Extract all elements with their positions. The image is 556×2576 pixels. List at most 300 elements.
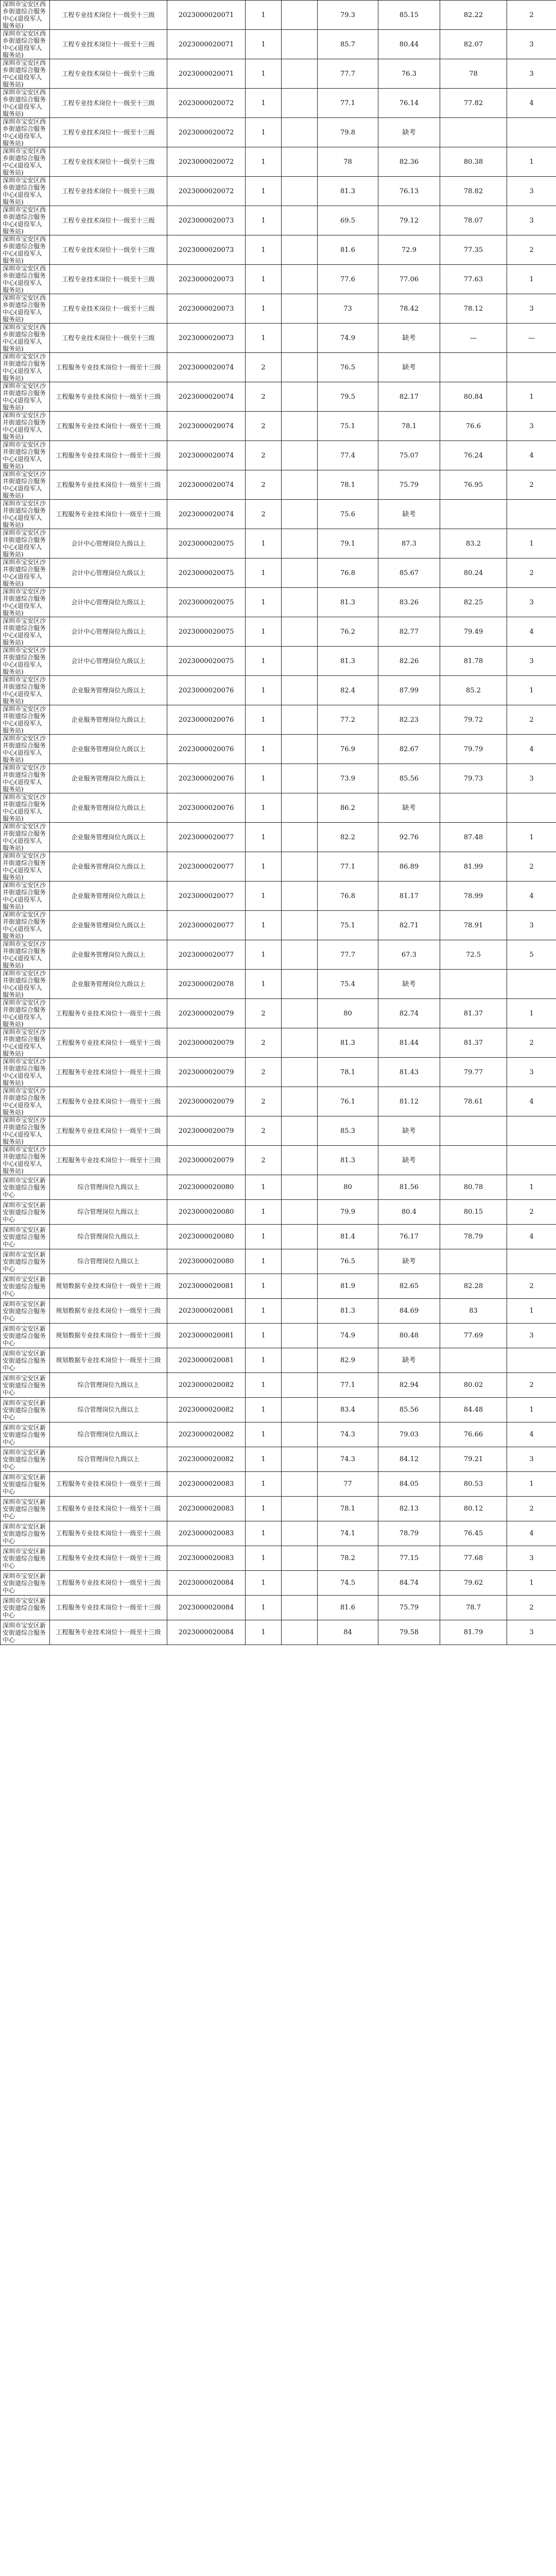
position-cell: 综合管理岗位九级以上 — [50, 1225, 167, 1249]
interview-score-cell: 82.65 — [378, 1274, 440, 1299]
table-row — [1, 177, 556, 206]
blank-cell — [282, 705, 318, 735]
position-code-cell: 2023000020082 — [167, 1373, 246, 1398]
interview-score-cell: 80.48 — [378, 1324, 440, 1348]
quota-cell: 2 — [246, 1058, 282, 1087]
position-cell: 企业服务管理岗位九级以上 — [50, 852, 167, 882]
unit-cell: 深圳市宝安区沙井街道综合服务中心(退役军人服务站) — [1, 412, 50, 441]
blank-cell — [282, 1058, 318, 1087]
interview-score-cell: 82.23 — [378, 705, 440, 735]
interview-score-cell: 75.07 — [378, 441, 440, 470]
interview-score-cell: 79.12 — [378, 206, 440, 235]
quota-cell: 2 — [246, 1116, 282, 1146]
position-code-cell: 2023000020071 — [167, 59, 246, 89]
position-cell: 工程专业技术岗位十一级至十三级 — [50, 177, 167, 206]
total-score-cell: 80.78 — [440, 1175, 507, 1200]
blank-cell — [282, 177, 318, 206]
table-row — [1, 647, 556, 676]
total-score-cell: — — [440, 324, 507, 353]
position-cell: 工程服务专业技术岗位十一级至十三级 — [50, 353, 167, 382]
table-row — [1, 1087, 556, 1116]
blank-cell — [282, 30, 318, 59]
position-code-cell: 2023000020072 — [167, 177, 246, 206]
position-code-cell: 2023000020081 — [167, 1324, 246, 1348]
table-row — [1, 1497, 556, 1521]
quota-cell: 2 — [246, 999, 282, 1028]
interview-score-cell: 76.13 — [378, 177, 440, 206]
total-score-cell: 76.66 — [440, 1422, 507, 1447]
position-cell: 工程专业技术岗位十一级至十三级 — [50, 235, 167, 265]
written-score-cell: 76.9 — [318, 735, 378, 764]
total-score-cell: 78.7 — [440, 1596, 507, 1620]
total-score-cell: 81.37 — [440, 999, 507, 1028]
total-score-cell: 80.38 — [440, 147, 507, 177]
table-row — [1, 1422, 556, 1447]
position-code-cell: 2023000020080 — [167, 1175, 246, 1200]
table-row — [1, 1225, 556, 1249]
interview-score-cell: 81.44 — [378, 1028, 440, 1058]
blank-cell — [282, 1373, 318, 1398]
blank-cell — [282, 382, 318, 412]
blank-cell — [282, 1116, 318, 1146]
written-score-cell: 82.9 — [318, 1348, 378, 1373]
interview-score-cell: 缺考 — [378, 500, 440, 529]
position-code-cell: 2023000020084 — [167, 1596, 246, 1620]
position-cell: 企业服务管理岗位九级以上 — [50, 970, 167, 999]
position-code-cell: 2023000020080 — [167, 1200, 246, 1225]
position-code-cell: 2023000020074 — [167, 470, 246, 500]
table-row — [1, 1324, 556, 1348]
unit-cell: 深圳市宝安区新安街道综合服务中心 — [1, 1373, 50, 1398]
position-code-cell: 2023000020084 — [167, 1571, 246, 1596]
position-code-cell: 2023000020075 — [167, 588, 246, 617]
rank-cell: 3 — [507, 1546, 556, 1571]
position-cell: 工程专业技术岗位十一级至十三级 — [50, 1, 167, 30]
position-cell: 综合管理岗位九级以上 — [50, 1398, 167, 1422]
blank-cell — [282, 412, 318, 441]
rank-cell: 1 — [507, 529, 556, 558]
written-score-cell: 74.9 — [318, 1324, 378, 1348]
written-score-cell: 81.9 — [318, 1274, 378, 1299]
written-score-cell: 78.1 — [318, 1058, 378, 1087]
table-row — [1, 89, 556, 118]
unit-cell: 深圳市宝安区沙井街道综合服务中心(退役军人服务站) — [1, 764, 50, 793]
quota-cell: 1 — [246, 882, 282, 911]
unit-cell: 深圳市宝安区新安街道综合服务中心 — [1, 1225, 50, 1249]
unit-cell: 深圳市宝安区沙井街道综合服务中心(退役军人服务站) — [1, 1087, 50, 1116]
interview-score-cell: 缺考 — [378, 118, 440, 147]
total-score-cell — [440, 1249, 507, 1274]
quota-cell: 1 — [246, 617, 282, 647]
written-score-cell: 76.8 — [318, 558, 378, 588]
table-row — [1, 382, 556, 412]
position-cell: 综合管理岗位九级以上 — [50, 1200, 167, 1225]
position-cell: 企业服务管理岗位九级以上 — [50, 823, 167, 852]
total-score-cell: 84.48 — [440, 1398, 507, 1422]
rank-cell — [507, 1116, 556, 1146]
interview-score-cell: 缺考 — [378, 1249, 440, 1274]
total-score-cell: 80.84 — [440, 382, 507, 412]
position-cell: 工程专业技术岗位十一级至十三级 — [50, 89, 167, 118]
position-cell: 工程专业技术岗位十一级至十三级 — [50, 118, 167, 147]
written-score-cell: 77.7 — [318, 940, 378, 970]
rank-cell: 1 — [507, 1398, 556, 1422]
rank-cell — [507, 793, 556, 823]
quota-cell: 1 — [246, 30, 282, 59]
interview-score-cell: 76.14 — [378, 89, 440, 118]
written-score-cell: 82.2 — [318, 823, 378, 852]
written-score-cell: 78.1 — [318, 470, 378, 500]
table-row — [1, 118, 556, 147]
position-code-cell: 2023000020072 — [167, 89, 246, 118]
table-row — [1, 206, 556, 235]
blank-cell — [282, 1447, 318, 1472]
interview-score-cell: 84.74 — [378, 1571, 440, 1596]
written-score-cell: 75.4 — [318, 970, 378, 999]
rank-cell: 1 — [507, 147, 556, 177]
unit-cell: 深圳市宝安区西乡街道综合服务中心(退役军人服务站) — [1, 118, 50, 147]
unit-cell: 深圳市宝安区沙井街道综合服务中心(退役军人服务站) — [1, 558, 50, 588]
position-code-cell: 2023000020071 — [167, 30, 246, 59]
unit-cell: 深圳市宝安区沙井街道综合服务中心(退役军人服务站) — [1, 588, 50, 617]
blank-cell — [282, 89, 318, 118]
position-cell: 综合管理岗位九级以上 — [50, 1373, 167, 1398]
position-cell: 企业服务管理岗位九级以上 — [50, 735, 167, 764]
interview-score-cell: 84.69 — [378, 1299, 440, 1324]
interview-score-cell: 84.12 — [378, 1447, 440, 1472]
quota-cell: 1 — [246, 793, 282, 823]
written-score-cell: 81.4 — [318, 1225, 378, 1249]
rank-cell: 2 — [507, 1274, 556, 1299]
table-row — [1, 441, 556, 470]
written-score-cell: 77.1 — [318, 852, 378, 882]
blank-cell — [282, 558, 318, 588]
rank-cell: 2 — [507, 558, 556, 588]
table-row — [1, 735, 556, 764]
position-cell: 工程服务专业技术岗位十一级至十三级 — [50, 1497, 167, 1521]
rank-cell: 3 — [507, 294, 556, 324]
written-score-cell: 77.2 — [318, 705, 378, 735]
table-row — [1, 1, 556, 30]
position-cell: 工程服务专业技术岗位十一级至十三级 — [50, 1596, 167, 1620]
quota-cell: 1 — [246, 1, 282, 30]
blank-cell — [282, 676, 318, 705]
blank-cell — [282, 647, 318, 676]
unit-cell: 深圳市宝安区西乡街道综合服务中心(退役军人服务站) — [1, 265, 50, 294]
rank-cell: 3 — [507, 177, 556, 206]
written-score-cell: 80 — [318, 999, 378, 1028]
position-code-cell: 2023000020079 — [167, 1028, 246, 1058]
position-code-cell: 2023000020077 — [167, 882, 246, 911]
unit-cell: 深圳市宝安区沙井街道综合服务中心(退役军人服务站) — [1, 1028, 50, 1058]
rank-cell: 2 — [507, 1, 556, 30]
quota-cell: 1 — [246, 1200, 282, 1225]
position-cell: 综合管理岗位九级以上 — [50, 1422, 167, 1447]
rank-cell: 2 — [507, 1028, 556, 1058]
written-score-cell: 84 — [318, 1620, 378, 1645]
rank-cell: 2 — [507, 1497, 556, 1521]
table-body — [1, 1, 556, 1645]
position-cell: 会计中心管理岗位九级以上 — [50, 588, 167, 617]
table-row — [1, 1521, 556, 1546]
unit-cell: 深圳市宝安区沙井街道综合服务中心(退役军人服务站) — [1, 647, 50, 676]
rank-cell: 1 — [507, 676, 556, 705]
written-score-cell: 79.8 — [318, 118, 378, 147]
interview-score-cell: 78.1 — [378, 412, 440, 441]
position-code-cell: 2023000020078 — [167, 970, 246, 999]
written-score-cell: 78.1 — [318, 1497, 378, 1521]
blank-cell — [282, 793, 318, 823]
position-code-cell: 2023000020074 — [167, 412, 246, 441]
quota-cell: 1 — [246, 1620, 282, 1645]
interview-score-cell: 78.79 — [378, 1521, 440, 1546]
unit-cell: 深圳市宝安区西乡街道综合服务中心(退役军人服务站) — [1, 177, 50, 206]
written-score-cell: 77.6 — [318, 265, 378, 294]
total-score-cell: 77.68 — [440, 1546, 507, 1571]
rank-cell: 3 — [507, 1324, 556, 1348]
rank-cell — [507, 500, 556, 529]
quota-cell: 1 — [246, 235, 282, 265]
total-score-cell: 80.24 — [440, 558, 507, 588]
table-row — [1, 1348, 556, 1373]
position-code-cell: 2023000020077 — [167, 911, 246, 940]
blank-cell — [282, 1028, 318, 1058]
unit-cell: 深圳市宝安区西乡街道综合服务中心(退役军人服务站) — [1, 235, 50, 265]
quota-cell: 1 — [246, 1249, 282, 1274]
interview-score-cell: 85.15 — [378, 1, 440, 30]
unit-cell: 深圳市宝安区沙井街道综合服务中心(退役军人服务站) — [1, 705, 50, 735]
blank-cell — [282, 1497, 318, 1521]
total-score-cell: 81.37 — [440, 1028, 507, 1058]
written-score-cell: 81.6 — [318, 1596, 378, 1620]
unit-cell: 深圳市宝安区沙井街道综合服务中心(退役军人服务站) — [1, 676, 50, 705]
position-code-cell: 2023000020083 — [167, 1546, 246, 1571]
unit-cell: 深圳市宝安区沙井街道综合服务中心(退役军人服务站) — [1, 382, 50, 412]
position-cell: 工程专业技术岗位十一级至十三级 — [50, 59, 167, 89]
quota-cell: 2 — [246, 412, 282, 441]
rank-cell: 2 — [507, 705, 556, 735]
interview-score-cell: 72.9 — [378, 235, 440, 265]
total-score-cell: 77.69 — [440, 1324, 507, 1348]
position-cell: 会计中心管理岗位九级以上 — [50, 558, 167, 588]
written-score-cell: 81.6 — [318, 235, 378, 265]
table-row — [1, 1116, 556, 1146]
unit-cell: 深圳市宝安区新安街道综合服务中心 — [1, 1398, 50, 1422]
position-cell: 规划数据专业技术岗位十一级至十三级 — [50, 1348, 167, 1373]
position-code-cell: 2023000020082 — [167, 1398, 246, 1422]
quota-cell: 1 — [246, 705, 282, 735]
position-code-cell: 2023000020074 — [167, 382, 246, 412]
unit-cell: 深圳市宝安区新安街道综合服务中心 — [1, 1596, 50, 1620]
table-row — [1, 1175, 556, 1200]
rank-cell: 1 — [507, 1472, 556, 1497]
quota-cell: 1 — [246, 1571, 282, 1596]
quota-cell: 1 — [246, 1348, 282, 1373]
position-code-cell: 2023000020082 — [167, 1447, 246, 1472]
position-code-cell: 2023000020071 — [167, 1, 246, 30]
unit-cell: 深圳市宝安区沙井街道综合服务中心(退役军人服务站) — [1, 529, 50, 558]
interview-score-cell: 82.26 — [378, 647, 440, 676]
table-row — [1, 529, 556, 558]
rank-cell: 1 — [507, 1571, 556, 1596]
written-score-cell: 75.6 — [318, 500, 378, 529]
total-score-cell: 76.24 — [440, 441, 507, 470]
position-cell: 规划数据专业技术岗位十一级至十三级 — [50, 1324, 167, 1348]
total-score-cell: 79.49 — [440, 617, 507, 647]
unit-cell: 深圳市宝安区沙井街道综合服务中心(退役军人服务站) — [1, 353, 50, 382]
written-score-cell: 77.7 — [318, 59, 378, 89]
position-code-cell: 2023000020081 — [167, 1274, 246, 1299]
blank-cell — [282, 1571, 318, 1596]
unit-cell: 深圳市宝安区新安街道综合服务中心 — [1, 1472, 50, 1497]
position-cell: 企业服务管理岗位九级以上 — [50, 940, 167, 970]
position-cell: 工程服务专业技术岗位十一级至十三级 — [50, 1058, 167, 1087]
quota-cell: 1 — [246, 970, 282, 999]
position-cell: 工程专业技术岗位十一级至十三级 — [50, 30, 167, 59]
blank-cell — [282, 353, 318, 382]
blank-cell — [282, 59, 318, 89]
table-row — [1, 911, 556, 940]
written-score-cell: 77.1 — [318, 89, 378, 118]
position-code-cell: 2023000020075 — [167, 529, 246, 558]
written-score-cell: 85.3 — [318, 1116, 378, 1146]
interview-score-cell: 缺考 — [378, 324, 440, 353]
interview-score-cell: 75.79 — [378, 470, 440, 500]
table-row — [1, 1447, 556, 1472]
table-row — [1, 1546, 556, 1571]
quota-cell: 1 — [246, 529, 282, 558]
position-cell: 工程服务专业技术岗位十一级至十三级 — [50, 412, 167, 441]
quota-cell: 1 — [246, 1596, 282, 1620]
unit-cell: 深圳市宝安区新安街道综合服务中心 — [1, 1175, 50, 1200]
position-code-cell: 2023000020079 — [167, 1146, 246, 1175]
total-score-cell — [440, 793, 507, 823]
rank-cell: 1 — [507, 1175, 556, 1200]
rank-cell: 4 — [507, 617, 556, 647]
position-code-cell: 2023000020077 — [167, 852, 246, 882]
blank-cell — [282, 206, 318, 235]
quota-cell: 2 — [246, 1146, 282, 1175]
rank-cell: 4 — [507, 1422, 556, 1447]
blank-cell — [282, 1422, 318, 1447]
position-cell: 企业服务管理岗位九级以上 — [50, 911, 167, 940]
position-cell: 工程专业技术岗位十一级至十三级 — [50, 324, 167, 353]
total-score-cell: 80.53 — [440, 1472, 507, 1497]
total-score-cell — [440, 1348, 507, 1373]
unit-cell: 深圳市宝安区西乡街道综合服务中心(退役军人服务站) — [1, 206, 50, 235]
interview-score-cell: 85.56 — [378, 1398, 440, 1422]
blank-cell — [282, 882, 318, 911]
total-score-cell: 79.77 — [440, 1058, 507, 1087]
blank-cell — [282, 294, 318, 324]
rank-cell: 2 — [507, 235, 556, 265]
rank-cell: 3 — [507, 911, 556, 940]
unit-cell: 深圳市宝安区新安街道综合服务中心 — [1, 1521, 50, 1546]
interview-score-cell: 缺考 — [378, 353, 440, 382]
blank-cell — [282, 500, 318, 529]
written-score-cell: 79.1 — [318, 529, 378, 558]
interview-score-cell: 缺考 — [378, 1146, 440, 1175]
total-score-cell: 79.21 — [440, 1447, 507, 1472]
position-cell: 工程服务专业技术岗位十一级至十三级 — [50, 1087, 167, 1116]
total-score-cell: 78.61 — [440, 1087, 507, 1116]
table-row — [1, 823, 556, 852]
rank-cell — [507, 353, 556, 382]
unit-cell: 深圳市宝安区沙井街道综合服务中心(退役军人服务站) — [1, 793, 50, 823]
blank-cell — [282, 265, 318, 294]
written-score-cell: 76.2 — [318, 617, 378, 647]
written-score-cell: 82.4 — [318, 676, 378, 705]
table-row — [1, 1398, 556, 1422]
total-score-cell: 76.6 — [440, 412, 507, 441]
written-score-cell: 78 — [318, 147, 378, 177]
written-score-cell: 75.1 — [318, 412, 378, 441]
interview-score-cell: 92.76 — [378, 823, 440, 852]
rank-cell: 4 — [507, 89, 556, 118]
unit-cell: 深圳市宝安区西乡街道综合服务中心(退役军人服务站) — [1, 30, 50, 59]
rank-cell: 4 — [507, 882, 556, 911]
unit-cell: 深圳市宝安区新安街道综合服务中心 — [1, 1200, 50, 1225]
total-score-cell — [440, 353, 507, 382]
total-score-cell — [440, 118, 507, 147]
position-code-cell: 2023000020083 — [167, 1497, 246, 1521]
position-code-cell: 2023000020082 — [167, 1422, 246, 1447]
unit-cell: 深圳市宝安区沙井街道综合服务中心(退役军人服务站) — [1, 1058, 50, 1087]
blank-cell — [282, 1200, 318, 1225]
blank-cell — [282, 617, 318, 647]
unit-cell: 深圳市宝安区沙井街道综合服务中心(退役军人服务站) — [1, 882, 50, 911]
interview-score-cell: 77.06 — [378, 265, 440, 294]
written-score-cell: 81.3 — [318, 588, 378, 617]
rank-cell: 2 — [507, 1200, 556, 1225]
position-cell: 企业服务管理岗位九级以上 — [50, 676, 167, 705]
table-row — [1, 265, 556, 294]
table-row — [1, 412, 556, 441]
interview-score-cell: 82.17 — [378, 382, 440, 412]
blank-cell — [282, 1274, 318, 1299]
rank-cell: 3 — [507, 30, 556, 59]
unit-cell: 深圳市宝安区新安街道综合服务中心 — [1, 1274, 50, 1299]
unit-cell: 深圳市宝安区沙井街道综合服务中心(退役军人服务站) — [1, 470, 50, 500]
table-row — [1, 59, 556, 89]
unit-cell: 深圳市宝安区新安街道综合服务中心 — [1, 1324, 50, 1348]
total-score-cell: 79.73 — [440, 764, 507, 793]
rank-cell: — — [507, 324, 556, 353]
position-code-cell: 2023000020077 — [167, 823, 246, 852]
interview-score-cell: 81.17 — [378, 882, 440, 911]
rank-cell: 2 — [507, 470, 556, 500]
position-cell: 工程服务专业技术岗位十一级至十三级 — [50, 1116, 167, 1146]
position-code-cell: 2023000020079 — [167, 1116, 246, 1146]
unit-cell: 深圳市宝安区西乡街道综合服务中心(退役军人服务站) — [1, 294, 50, 324]
quota-cell: 1 — [246, 294, 282, 324]
quota-cell: 2 — [246, 1087, 282, 1116]
position-cell: 规划数据专业技术岗位十一级至十三级 — [50, 1274, 167, 1299]
rank-cell: 1 — [507, 382, 556, 412]
rank-cell — [507, 970, 556, 999]
position-cell: 工程服务专业技术岗位十一级至十三级 — [50, 1472, 167, 1497]
position-cell: 规划数据专业技术岗位十一级至十三级 — [50, 1299, 167, 1324]
quota-cell: 1 — [246, 89, 282, 118]
table-row — [1, 1146, 556, 1175]
unit-cell: 深圳市宝安区新安街道综合服务中心 — [1, 1348, 50, 1373]
quota-cell: 2 — [246, 353, 282, 382]
table-row — [1, 676, 556, 705]
rank-cell: 1 — [507, 823, 556, 852]
unit-cell: 深圳市宝安区沙井街道综合服务中心(退役军人服务站) — [1, 735, 50, 764]
total-score-cell: 79.62 — [440, 1571, 507, 1596]
quota-cell: 1 — [246, 676, 282, 705]
